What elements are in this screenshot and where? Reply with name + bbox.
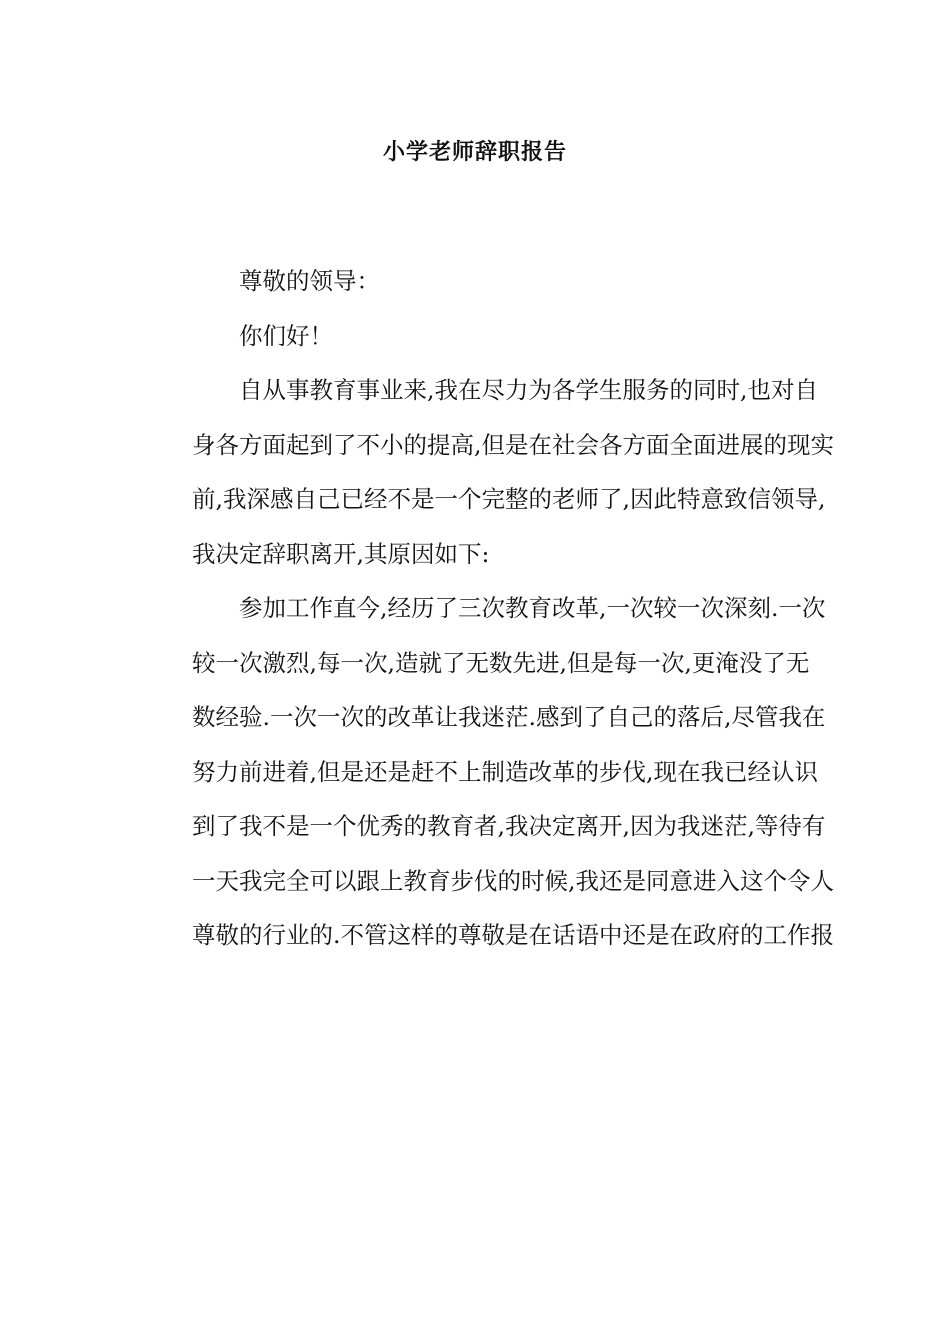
paragraph-1-line: 我决定辞职离开,其原因如下:	[192, 539, 490, 568]
page-title: 小学老师辞职报告	[382, 139, 567, 165]
paragraph-2-line: 参加工作直今,经历了三次教育改革,一次较一次深刻.一次	[239, 594, 826, 622]
salutation-text: 尊敬的领导：	[239, 267, 380, 295]
paragraph-2-line: 尊敬的行业的.不管这样的尊敬是在话语中还是在政府的工作报	[192, 921, 834, 949]
paragraph-1	[145, 363, 834, 581]
salutation	[145, 254, 809, 309]
letter-body	[145, 254, 834, 963]
paragraph-1-line: 自从事教育事业来,我在尽力为各学生服务的同时,也对自	[239, 376, 818, 404]
paragraph-1-line: 前,我深感自己已经不是一个完整的老师了,因此特意致信领导,	[192, 485, 826, 513]
greeting	[145, 309, 809, 364]
paragraph-2-line: 数经验.一次一次的改革让我迷茫.感到了自己的落后,尽管我在	[192, 703, 826, 731]
paragraph-2-line: 努力前进着,但是还是赶不上制造改革的步伐,现在我已经认识	[192, 757, 818, 786]
paragraph-2-line: 一天我完全可以跟上教育步伐的时候,我还是同意进入这个令人	[192, 866, 834, 895]
paragraph-2-line: 到了我不是一个优秀的教育者,我决定离开,因为我迷茫,等待有	[192, 812, 826, 840]
greeting-text: 你们好！	[239, 321, 333, 350]
paragraph-1-line: 身各方面起到了不小的提高,但是在社会各方面全面进展的现实	[192, 430, 834, 459]
paragraph-2	[145, 581, 834, 963]
paragraph-2-line: 较一次激烈,每一次,造就了无数先进,但是每一次,更淹没了无	[192, 648, 810, 677]
